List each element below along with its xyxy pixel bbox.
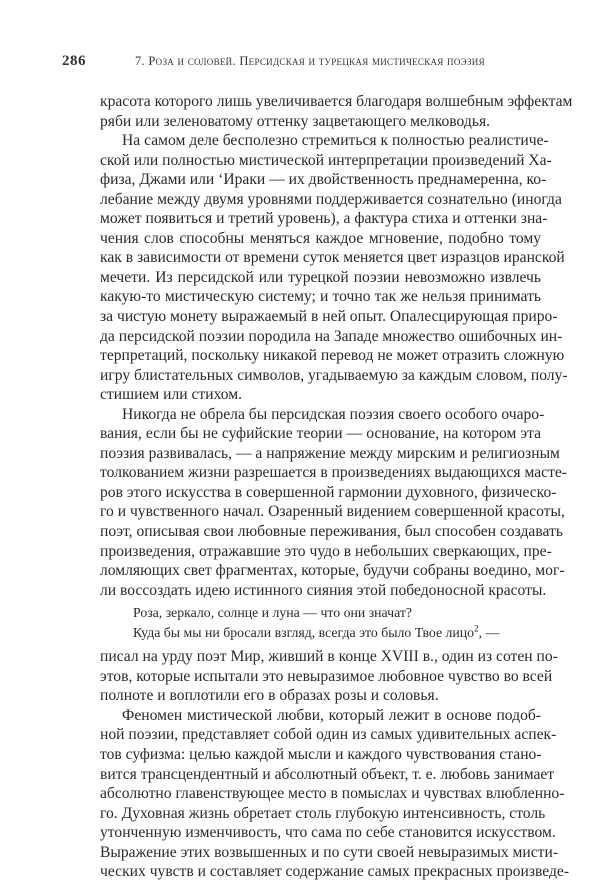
poem-trail: , — [478, 625, 500, 641]
text-line: чения слов способны меняться каждое мгновение, подобно тому [100, 229, 541, 247]
text-line: как в зависимости от времени суток меняется цвет изразцов иранской [100, 249, 565, 267]
chapter-title: 7. Роза и соловей. Персидская и турецкая мистическая поэзия [135, 54, 485, 68]
text-line: ряби или зеленоватому оттенку зацветающего мелководья. [100, 112, 491, 130]
poem-line [133, 603, 541, 623]
text-line: ломляющих свет фрагментах, которые, будучи собраны воедино, мог- [100, 562, 565, 580]
text-line: вания, если бы не суфийские теории — основание, на котором эта [100, 425, 541, 443]
text-line: Феномен мистической любви, который лежит в основе подоб- [122, 706, 541, 724]
text-line: да персидской поэзии породила на Западе множество ошибочных ин- [100, 327, 563, 345]
text-line: этов, которые испытали это невыразимое любовное чувство во всей [100, 667, 553, 685]
text-line: может появиться и третий уровень), а фактура стиха и оттенки зна- [100, 210, 548, 228]
text-line: полноте и воплотили его в образах розы и соловья. [100, 687, 439, 705]
page-number: 286 [62, 53, 86, 69]
text-line: ной поэзии, представляет собой один из самых удивительных аспек- [100, 726, 557, 744]
poem-line [133, 623, 541, 643]
paragraph [100, 647, 558, 706]
text-line: ли воссоздать идею истинного сияния этой победоносной красоты. [100, 581, 547, 599]
page-body [100, 92, 573, 882]
text-line: На самом деле бесполезно стремиться к полностью реалистиче- [122, 132, 549, 150]
text-line: терпретаций, поскольку никакой перевод не может отразить сложную [100, 347, 565, 365]
paragraph [100, 131, 568, 405]
text-line: го и чувственного начал. Озаренный видением совершенной красоты, [100, 503, 565, 521]
paragraph [100, 405, 568, 600]
paragraph [100, 706, 570, 882]
text-line: ской или полностью мистической интерпретации произведений Ха- [100, 151, 552, 169]
poem-quote [133, 603, 541, 643]
text-line: поэзия развивалась, — а напряжение между мирским и религиозным [100, 444, 560, 462]
text-line: игру блистательных символов, угадываемую за каждым словом, полу- [100, 366, 568, 384]
text-line: какую-то мистическую систему; и точно так же нельзя принимать [100, 288, 541, 306]
text-line: лебание между двумя уровнями поддерживается сознательно (иногда [100, 190, 562, 208]
text-line: Никогда не обрела бы персидская поэзия своего особого очаро- [122, 405, 545, 423]
running-header [60, 53, 542, 73]
text-line: поэт, описывая свои любовные переживания, был способен создавать [100, 523, 563, 541]
paragraph [100, 92, 573, 131]
text-line: произведения, отражавшие это чудо в небольших сверкающих, пре- [100, 542, 552, 560]
poem-line-text: Роза, зеркало, солнце и луна — что они значат? [133, 605, 412, 621]
text-line: стишием или стихом. [100, 386, 243, 404]
text-line: красота которого лишь увеличивается благодаря волшебным эффектам [100, 93, 573, 110]
text-line: абсолютно главенствующее место в помыслах и чувствах влюбленно- [100, 785, 565, 803]
text-line: ров этого искусства в совершенной гармонии духовного, физическо- [100, 483, 557, 501]
footnote-marker[interactable]: 2 [474, 623, 479, 634]
text-line: утонченную изменчивость, что сама по себе становится искусством. [100, 824, 556, 842]
text-line: писал на урду поэт Мир, живший в конце XVIII в., один из сотен по- [100, 648, 558, 666]
text-line: физа, Джами или ‘Ираки — их двойственность преднамеренна, ко- [100, 171, 547, 189]
text-line: Выражение этих возвышенных и по сути своей невыразимых мисти- [100, 843, 559, 861]
text-line: ческих чувств и составляет содержание самых прекрасных произведе- [100, 863, 570, 881]
text-line: вится трансцендентный и абсолютный объект, т. е. любовь занимает [100, 765, 555, 783]
text-line: за чистую монету выражаемый в ней опыт. Опалесцирующая приро- [100, 308, 558, 326]
text-line: мечети. Из персидской или турецкой поэзии невозможно извлечь [100, 268, 541, 286]
poem-line-text: Куда бы мы ни бросали взгляд, всегда это было Твое лицо [133, 625, 475, 641]
text-line: тов суфизма: целью каждой мысли и каждого чувствования стано- [100, 745, 542, 763]
text-line: го. Духовная жизнь обретает столь глубокую интенсивность, столь [100, 804, 546, 822]
text-line: толкованием жизни разрешается в произведениях выдающихся масте- [100, 464, 568, 482]
